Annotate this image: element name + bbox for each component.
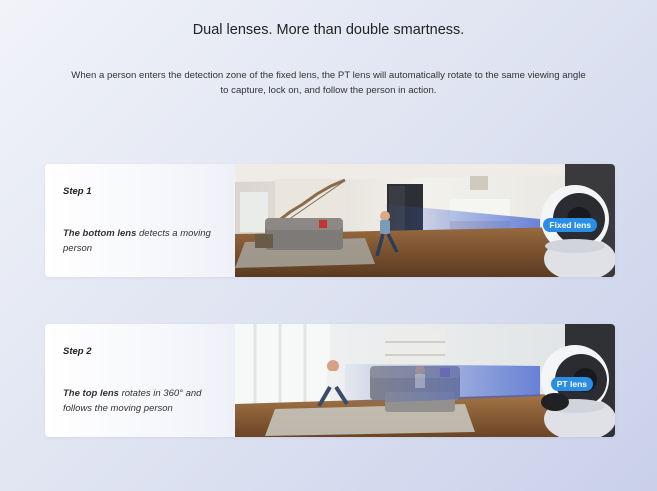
step-description-bold: The bottom lens xyxy=(63,228,137,239)
step-label: Step 2 xyxy=(63,346,92,357)
step-description-bold: The top lens xyxy=(63,388,119,399)
section-description: When a person enters the detection zone of the fixed lens, the PT lens will automatically rotate to the same viewing angle to capture, lock on, and follow the person in action. xyxy=(71,70,586,96)
step-text-panel xyxy=(45,164,235,277)
step-text-panel xyxy=(45,324,235,437)
step-label: Step 1 xyxy=(63,186,92,197)
pt-lens-badge: PT lens xyxy=(551,377,593,391)
living-room-scene-image xyxy=(235,324,615,437)
step-description-rest: rotates in 360° and follows the moving person xyxy=(63,388,202,414)
step-card-2 xyxy=(45,324,615,437)
step-description xyxy=(63,226,223,256)
step-card-1 xyxy=(45,164,615,277)
living-room-scene-image xyxy=(235,164,615,277)
step-description xyxy=(63,386,223,416)
fixed-lens-badge: Fixed lens xyxy=(543,218,597,232)
step-description-rest: detects a moving person xyxy=(63,228,211,254)
section-title: Dual lenses. More than double smartness. xyxy=(192,22,465,38)
